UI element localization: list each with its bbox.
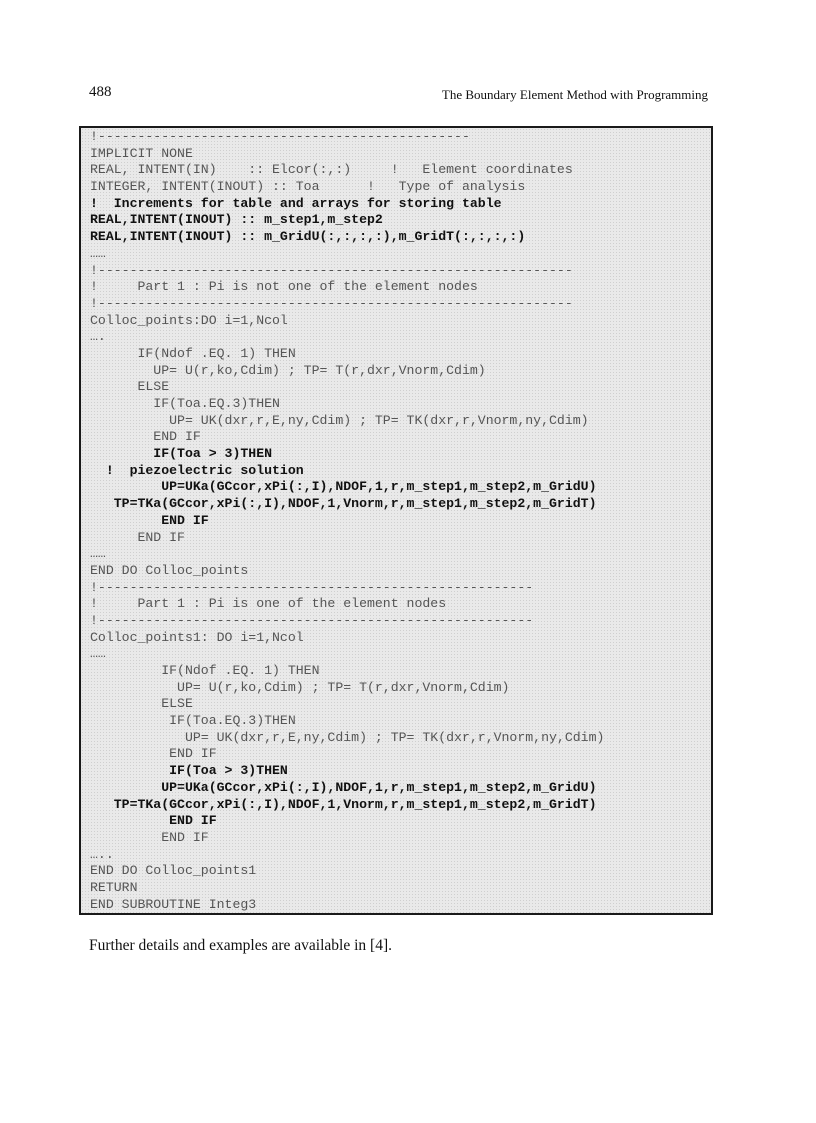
code-line: UP= U(r,ko,Cdim) ; TP= T(r,dxr,Vnorm,Cdim) — [90, 362, 486, 378]
code-line: REAL, INTENT(IN) :: Elcor(:,:) ! Element coordinates — [90, 162, 573, 178]
code-line: END IF — [90, 429, 201, 445]
code-line: END IF — [90, 813, 217, 829]
code-line: UP=UKa(GCcor,xPi(:,I),NDOF,1,r,m_step1,m_step2,m_GridU) — [90, 779, 597, 795]
code-line: UP=UKa(GCcor,xPi(:,I),NDOF,1,r,m_step1,m_step2,m_GridU) — [90, 479, 597, 495]
code-line: IF(Toa.EQ.3)THEN — [90, 713, 296, 729]
code-line: ELSE — [90, 379, 170, 395]
code-line: IF(Toa.EQ.3)THEN — [90, 396, 280, 411]
code-line: ELSE — [90, 696, 193, 712]
code-line: IMPLICIT NONE — [90, 145, 193, 161]
running-title: The Boundary Element Method with Programming — [441, 87, 708, 102]
code-line: END IF — [90, 512, 209, 528]
code-line: UP= UK(dxr,r,E,ny,Cdim) ; TP= TK(dxr,r,Vnorm,ny,Cdim) — [90, 729, 605, 745]
code-line: TP=TKa(GCcor,xPi(:,I),NDOF,1,Vnorm,r,m_step1,m_step2,m_GridT) — [90, 796, 597, 812]
code-line: ! Part 1 : Pi is not one of the element nodes — [90, 279, 478, 295]
body-paragraph: Further details and examples are available in [4]. — [89, 937, 392, 954]
code-line: !------------------------------------------------------- — [90, 612, 534, 628]
code-line: …. — [90, 329, 106, 345]
code-line: REAL,INTENT(INOUT) :: m_GridU(:,:,:,:),m_GridT(:,:,:,:) — [90, 229, 526, 245]
code-line: TP=TKa(GCcor,xPi(:,I),NDOF,1,Vnorm,r,m_step1,m_step2,m_GridT) — [90, 496, 597, 512]
code-line: UP= UK(dxr,r,E,ny,Cdim) ; TP= TK(dxr,r,Vnorm,ny,Cdim) — [90, 412, 589, 428]
code-line: REAL,INTENT(INOUT) :: m_step1,m_step2 — [90, 212, 383, 228]
code-line: …… — [90, 546, 106, 562]
code-line: …… — [90, 646, 106, 662]
code-line: END SUBROUTINE Integ3 — [90, 896, 257, 912]
code-line: RETURN — [90, 879, 138, 895]
code-line: !------------------------------------------------------------ — [90, 295, 573, 311]
code-line: IF(Ndof .EQ. 1) THEN — [90, 345, 296, 361]
code-line: Colloc_points:DO i=1,Ncol — [90, 312, 288, 328]
code-line: END DO Colloc_points1 — [90, 863, 257, 879]
code-line: IF(Ndof .EQ. 1) THEN — [90, 663, 320, 678]
code-line: Colloc_points1: DO i=1,Ncol — [90, 629, 304, 645]
code-line: …… — [90, 245, 106, 261]
code-line: END IF — [90, 829, 209, 845]
code-line: ! Part 1 : Pi is one of the element nodes — [90, 596, 447, 612]
code-line: INTEGER, INTENT(INOUT) :: Toa ! Type of analysis — [90, 179, 526, 195]
code-line: !------------------------------------------------------- — [90, 579, 534, 595]
code-line: END DO Colloc_points — [90, 562, 249, 578]
code-listing — [79, 126, 713, 915]
code-line: !------------------------------------------------------------ — [90, 262, 573, 278]
code-line: END IF — [90, 746, 217, 762]
code-line: ! piezoelectric solution — [90, 462, 304, 478]
code-line: ….. — [90, 846, 114, 862]
code-line: UP= U(r,ko,Cdim) ; TP= T(r,dxr,Vnorm,Cdim) — [90, 679, 510, 695]
code-line: END IF — [90, 529, 185, 545]
code-line: !----------------------------------------------- — [90, 129, 470, 144]
page-number: 488 — [89, 84, 112, 100]
code-line: IF(Toa > 3)THEN — [90, 446, 273, 462]
code-line: ! Increments for table and arrays for storing table — [90, 195, 502, 211]
code-line: IF(Toa > 3)THEN — [90, 763, 288, 779]
